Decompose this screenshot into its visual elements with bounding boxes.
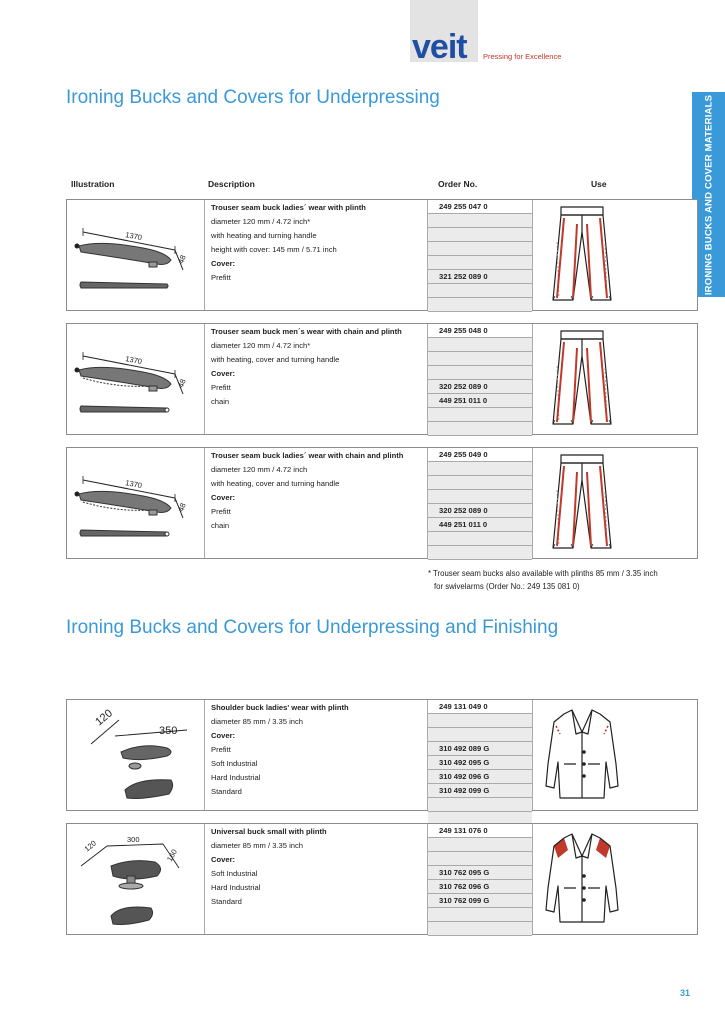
product-description [211, 325, 423, 409]
order-number-cell: 310 492 099 G [428, 784, 532, 798]
product-title: Universal buck small with plinth [211, 827, 327, 836]
order-number-cell [428, 256, 532, 270]
column-divider [532, 700, 533, 810]
page-number: 31 [680, 988, 691, 998]
order-number-cell [428, 714, 532, 728]
section-heading-underpressing: Ironing Bucks and Covers for Underpressing [66, 87, 440, 108]
order-number-cell [428, 366, 532, 380]
order-number-cell: 249 255 049 0 [428, 448, 532, 462]
order-number-cell: 310 762 095 G [428, 866, 532, 880]
order-number-column [428, 448, 532, 560]
order-number-cell: 249 255 047 0 [428, 200, 532, 214]
order-number-cell [428, 284, 532, 298]
column-divider [532, 448, 533, 558]
description-line: diameter 85 mm / 3.35 inch [211, 840, 304, 850]
column-divider [532, 824, 533, 934]
column-divider [204, 448, 205, 558]
column-header-use: Use [591, 179, 607, 189]
trousers-icon [547, 452, 619, 559]
order-number-cell: 310 492 089 G [428, 742, 532, 756]
description-line: Hard Industrial [211, 882, 261, 892]
footnote-line: for swivelarms (Order No.: 249 135 081 0) [434, 582, 580, 591]
order-number-column [428, 824, 532, 936]
product-panel [66, 699, 698, 811]
order-number-cell: 249 131 049 0 [428, 700, 532, 714]
column-divider [204, 824, 205, 934]
trouser-seam-buck-chain-icon [71, 452, 199, 553]
column-header-description: Description [208, 179, 255, 189]
product-panel [66, 199, 698, 311]
order-number-cell [428, 908, 532, 922]
dimension-label: 300 [127, 835, 140, 844]
column-divider [204, 700, 205, 810]
order-number-cell [428, 838, 532, 852]
jacket-icon [542, 704, 622, 805]
dimension-label: 48 [176, 253, 188, 265]
product-title: Trouser seam buck men´s wear with chain and plinth [211, 327, 402, 336]
trouser-seam-buck-chain-icon [71, 328, 199, 429]
column-divider [532, 324, 533, 434]
side-tab-label: IRONING BUCKS AND COVER MATERIALS [703, 94, 714, 295]
order-number-cell [428, 728, 532, 742]
description-line: diameter 120 mm / 4.72 inch* [211, 340, 311, 350]
order-number-column [428, 324, 532, 436]
order-number-cell [428, 242, 532, 256]
order-number-cell [428, 298, 532, 312]
dimension-label: 1370 [124, 230, 143, 243]
description-line: Cover: [211, 492, 236, 502]
order-number-cell [428, 546, 532, 560]
order-number-cell: 310 492 096 G [428, 770, 532, 784]
product-title: Trouser seam buck ladies´ wear with plinth [211, 203, 366, 212]
order-number-cell [428, 798, 532, 812]
order-number-column [428, 200, 532, 312]
footnote-line: * Trouser seam bucks also available with plinths 85 mm / 3.35 inch [428, 569, 658, 578]
description-line: Prefitt [211, 382, 231, 392]
order-number-cell [428, 422, 532, 436]
description-line: Hard Industrial [211, 772, 261, 782]
footnote [428, 567, 658, 593]
description-line: Prefitt [211, 506, 231, 516]
product-title: Trouser seam buck ladies´ wear with chain and plinth [211, 451, 404, 460]
order-number-cell: 249 255 048 0 [428, 324, 532, 338]
order-number-cell: 249 131 076 0 [428, 824, 532, 838]
dimension-label: 1370 [124, 354, 143, 367]
dimension-label: 160 [164, 847, 179, 863]
order-number-cell [428, 352, 532, 366]
order-number-cell: 310 492 095 G [428, 756, 532, 770]
product-description [211, 825, 423, 909]
order-number-cell [428, 476, 532, 490]
description-line: with heating, cover and turning handle [211, 354, 340, 364]
order-number-cell: 310 762 096 G [428, 880, 532, 894]
description-line: Standard [211, 786, 242, 796]
column-divider [532, 200, 533, 310]
trousers-icon [547, 204, 619, 311]
dimension-label: 350 [159, 725, 178, 737]
description-line: diameter 120 mm / 4.72 inch [211, 464, 308, 474]
order-number-cell [428, 490, 532, 504]
order-number-cell [428, 228, 532, 242]
product-panel [66, 323, 698, 435]
order-number-cell [428, 214, 532, 228]
order-number-cell: 320 252 089 0 [428, 380, 532, 394]
description-line: chain [211, 396, 230, 406]
order-number-cell [428, 462, 532, 476]
dimension-label: 1370 [124, 478, 143, 491]
jacket-icon [542, 828, 622, 929]
description-line: Cover: [211, 368, 236, 378]
order-number-cell: 321 252 089 0 [428, 270, 532, 284]
column-header-order-no: Order No. [438, 179, 478, 189]
brand-tagline: Pressing for Excellence [483, 52, 562, 61]
description-line: height with cover: 145 mm / 5.71 inch [211, 244, 337, 254]
brand-logo: veit [412, 28, 467, 66]
dimension-label: 120 [93, 707, 115, 729]
column-divider [204, 200, 205, 310]
description-line: Prefitt [211, 272, 231, 282]
product-description [211, 201, 423, 285]
description-line: Standard [211, 896, 242, 906]
order-number-cell: 320 252 089 0 [428, 504, 532, 518]
section-heading-underpressing-finishing: Ironing Bucks and Covers for Underpressing and Finishing [66, 617, 559, 638]
product-title: Shoulder buck ladies' wear with plinth [211, 703, 349, 712]
dimension-label: 48 [176, 501, 188, 513]
dimension-label: 120 [82, 838, 98, 854]
product-description [211, 701, 423, 799]
column-header-illustration: Illustration [71, 179, 115, 189]
description-line: Prefitt [211, 744, 231, 754]
description-line: Soft Industrial [211, 758, 258, 768]
order-number-cell: 310 762 099 G [428, 894, 532, 908]
description-line: Cover: [211, 258, 236, 268]
description-line: Cover: [211, 854, 236, 864]
product-description [211, 449, 423, 533]
trousers-icon [547, 328, 619, 435]
product-panel [66, 447, 698, 559]
order-number-cell [428, 852, 532, 866]
universal-buck-icon [71, 828, 199, 937]
product-panel [66, 823, 698, 935]
column-divider [204, 324, 205, 434]
shoulder-buck-icon [71, 704, 199, 813]
order-number-cell [428, 532, 532, 546]
order-number-column [428, 700, 532, 826]
order-number-cell [428, 922, 532, 936]
order-number-cell [428, 338, 532, 352]
order-number-cell: 449 251 011 0 [428, 518, 532, 532]
dimension-label: 48 [176, 377, 188, 389]
trouser-seam-buck-icon [71, 204, 199, 305]
order-number-cell: 449 251 011 0 [428, 394, 532, 408]
description-line: chain [211, 520, 230, 530]
order-number-cell [428, 408, 532, 422]
description-line: Cover: [211, 730, 236, 740]
description-line: diameter 120 mm / 4.72 inch* [211, 216, 311, 226]
description-line: diameter 85 mm / 3.35 inch [211, 716, 304, 726]
description-line: with heating and turning handle [211, 230, 317, 240]
description-line: with heating, cover and turning handle [211, 478, 340, 488]
description-line: Soft Industrial [211, 868, 258, 878]
